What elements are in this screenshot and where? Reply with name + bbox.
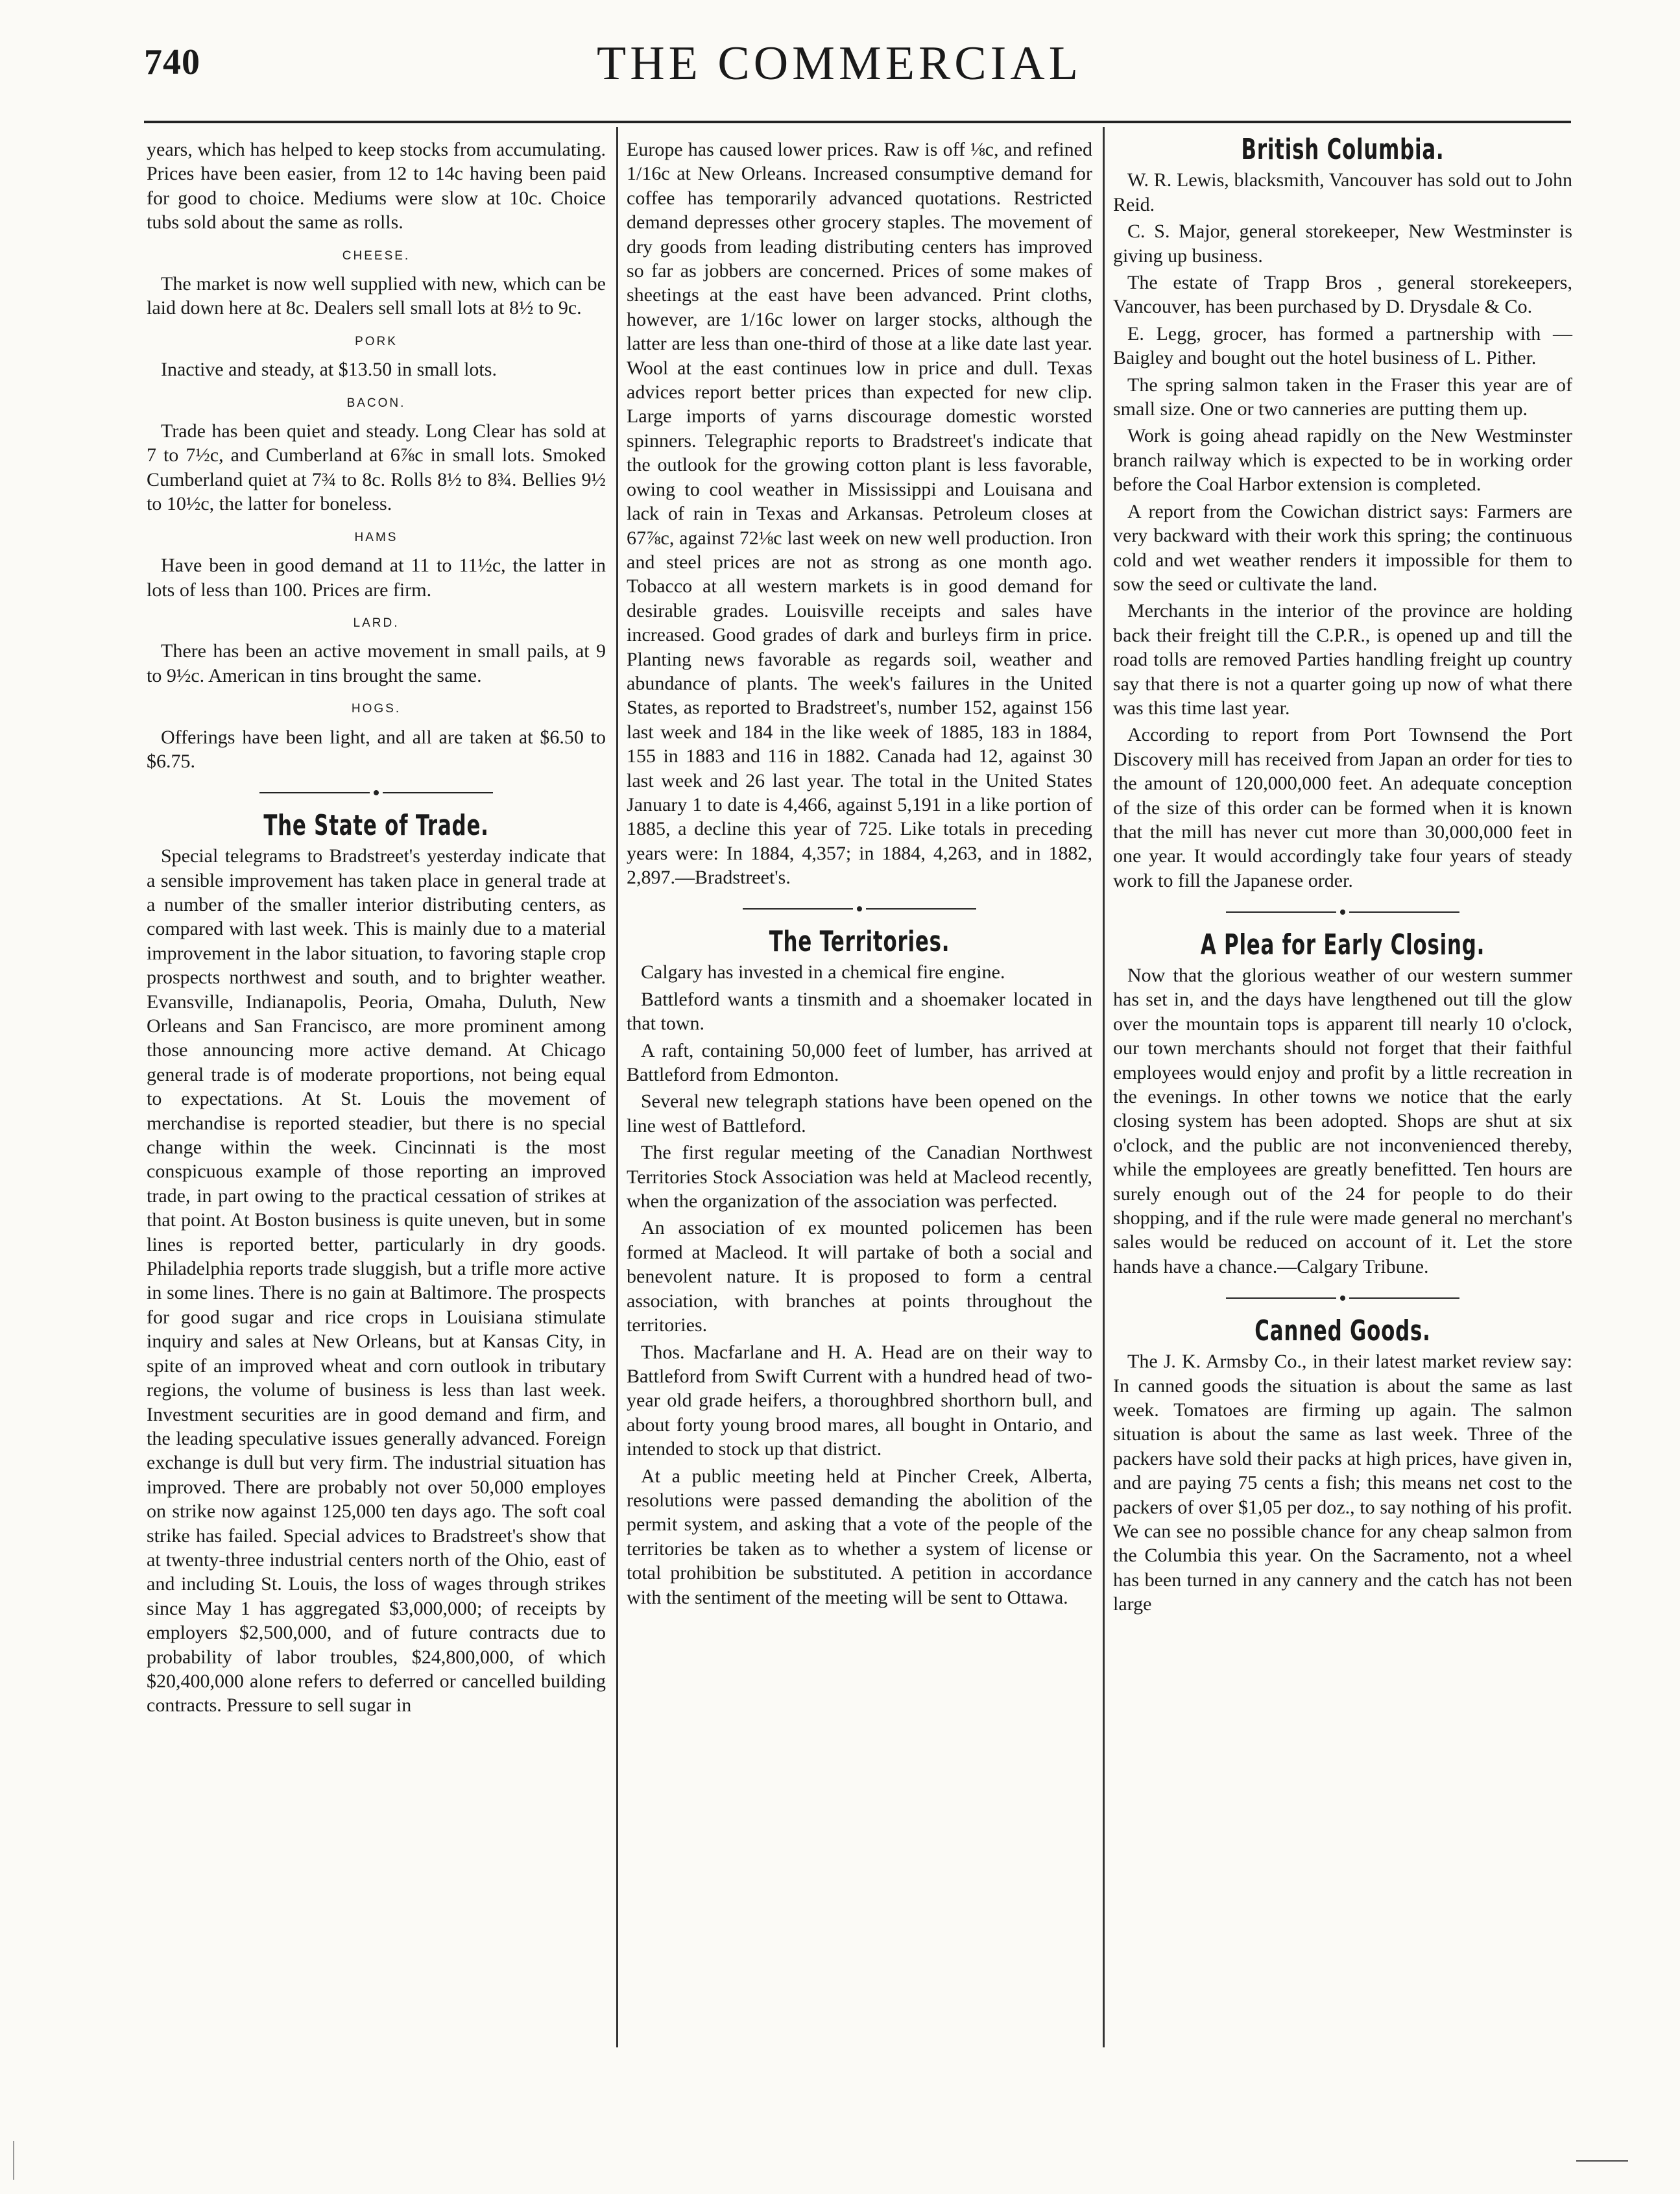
column-2 bbox=[627, 138, 1092, 1612]
state-of-trade-headline: The State of Trade. bbox=[263, 808, 489, 842]
page-header bbox=[0, 0, 1680, 130]
lard-paragraph: There has been an active movement in small pails, at 9 to 9½c. American in tins brought the same. bbox=[147, 640, 606, 686]
bc-item: The spring salmon taken in the Fraser this year are of small size. One or two canneries are putting them up. bbox=[1113, 374, 1572, 420]
canned-goods-paragraph: The J. K. Armsby Co., in their latest market review say: In canned goods the situation is about the same as last week. Tomatoes are firming up again. The salmon situation is about the same as last week. Three of the packers have sold their packs at high prices, have given in, and are paying 75 cents a fish; this means net cost to the packers of over $1,05 per doz., to say nothing of his profit. We can see no possible chance for any cheap salmon from the Columbia this year. On the Sacramento, not a wheel has been turned in any cannery and the catch has not been large bbox=[1113, 1351, 1572, 1615]
section-separator bbox=[1113, 899, 1572, 923]
hams-subhead: HAMS bbox=[354, 530, 398, 544]
footer-mark bbox=[1576, 2160, 1628, 2162]
bc-item: According to report from Port Townsend the Port Discovery mill has received from Japan an order for ties to the amount of 120,000,000 feet. An adequate conception of the size of this order can be formed when it is known that the mill has never cut more than 30,000,000 feet in one year. It would accordingly take four years of steady work to fill the Japanese order. bbox=[1113, 724, 1572, 891]
territories-item: A raft, containing 50,000 feet of lumber, has arrived at Battleford from Edmonton. bbox=[627, 1039, 1092, 1086]
margin-mark bbox=[13, 2141, 21, 2180]
bc-item: W. R. Lewis, blacksmith, Vancouver has sold out to John Reid. bbox=[1113, 169, 1572, 215]
bc-item: A report from the Cowichan district says: Farmers are very backward with their work this spring; the continuous cold and wet weather renders it impossible for them to sow the seed or cultivate the land. bbox=[1113, 500, 1572, 595]
territories-headline: The Territories. bbox=[769, 925, 950, 958]
hams-paragraph: Have been in good demand at 11 to 11½c, the latter in lots of less than 100. Prices are firm. bbox=[147, 555, 606, 601]
cheese-subhead: CHEESE. bbox=[342, 248, 411, 263]
british-columbia-headline: British Columbia. bbox=[1241, 133, 1445, 166]
bc-item: The estate of Trapp Bros , general storekeepers, Vancouver, has been purchased by D. Drysdale & Co. bbox=[1113, 272, 1572, 318]
lard-subhead: LARD. bbox=[353, 616, 400, 630]
pork-paragraph: Inactive and steady, at $13.50 in small lots. bbox=[161, 359, 497, 381]
state-of-trade-continued: Europe has caused lower prices. Raw is off ⅛c, and refined 1/16c at New Orleans. Increased consumptive demand for coffee has temporarily advanced quotations. Restricted demand depresses other grocery staples. The movement of dry goods from leading distributing centers has improved so far as jobbers are concerned. Prices of some makes of sheetings at the east have been advanced. Print cloths, however, are 1/16c lower on larger stocks, although the latter are less than one-third of those at a like date last year. Wool at the east continues low in price and dull. Texas advices report better prices than expected for new clip. Large imports of yarns discourage domestic worsted spinners. Telegraphic reports to Bradstreet's indicate that the outlook for the growing cotton plant is less favorable, owing to cool weather in Mississippi and Louisana and lack of rain in Texas and Arkansas. Petroleum closes at 67⅞c, against 72⅛c last week on new well production. Iron and steel prices are not as strong as one month ago. Tobacco at all western markets is in good demand for desirable grades. Louisville receipts and sales have increased. Good grades of dark and burleys firm in price. Planting news favorable as regards soil, weather and abundance of plants. The week's failures in the United States, as reported to Bradstreet's, number 152, against 156 last week and 184 in the like week of 1885, 183 in 1884, 155 in 1883 and 116 in 1882. Canada had 12, against 30 last week and 26 last year. The total in the United States January 1 to date is 4,466, against 5,191 in a like portion of 1885, a decline this year of 725. Like totals in preceding years were: In 1884, 4,357; in 1884, 4,263, and in 1882, 2,897.—Bradstreet's. bbox=[627, 139, 1092, 889]
bacon-paragraph: Trade has been quiet and steady. Long Clear has sold at 7 to 7½c, and Cumberland at 6⅞c in small lots. Smoked Cumberland quiet at 7¾ to 8c. Rolls 8½ to 8¾. Bellies 9½ to 10½c, the latter for boneless. bbox=[147, 420, 606, 515]
column-1 bbox=[147, 138, 606, 1720]
state-of-trade-paragraph: Special telegrams to Bradstreet's yesterday indicate that a sensible improvement has taken place in general trade at a number of the smaller interior distributing centers, as compared with last week. This is mainly due to a material improvement in the labor situation, to favoring staple crop prospects northwest and south, and to brighter weather. Evansville, Indianapolis, Peoria, Omaha, Duluth, New Orleans and San Francisco, are more prominent among those announcing more active demand. At Chicago general trade is of moderate proportions, not being equal to expectations. At St. Louis the movement of merchandise is reported steadier, but there is no special change within the week. Cincinnati is the most conspicuous example of those reporting an improved trade, in part owing to the practical cessation of strikes at that point. At Boston business is quite uneven, but in some lines is reported better, particularly in dry goods. Philadelphia reports trade sluggish, but a trifle more active in some lines. There is no gain at Baltimore. The prospects for good sugar and rice crops in Louisiana stimulate inquiry and sales at New Orleans, but at Kansas City, in spite of an improved wheat and corn outlook in tributary regions, the volume of business is less than last week. Investment securities are in good demand and firm, and the leading speculative issues generally advanced. Foreign exchange is dull but very firm. The industrial situation has improved. There are probably not over 50,000 employes on strike now against 125,000 ten days ago. The soft coal strike has failed. Special advices to Bradstreet's show that at twenty-three industrial centers north of the Ohio, east of and including St. Louis, the loss of wages through strikes since May 1 has aggregated $3,000,000; of receipts by employers $2,500,000, and of future contracts due to probability of labor troubles, $24,800,000, of which $20,400,000 alone refers to deferred or cancelled building contracts. Pressure to sell sugar in bbox=[147, 845, 606, 1717]
pork-subhead: PORK bbox=[355, 334, 398, 348]
page-number: 740 bbox=[144, 42, 200, 82]
header-rule bbox=[144, 121, 1571, 123]
hogs-subhead: HOGS. bbox=[351, 702, 402, 716]
bacon-subhead: BACON. bbox=[346, 396, 406, 410]
canned-goods-headline: Canned Goods. bbox=[1254, 1314, 1431, 1347]
territories-item: Several new telegraph stations have been opened on the line west of Battleford. bbox=[627, 1091, 1092, 1137]
territories-item: Battleford wants a tinsmith and a shoemaker located in that town. bbox=[627, 988, 1092, 1035]
territories-item: At a public meeting held at Pincher Creek, Alberta, resolutions were passed demanding the abolition of the permit system, and asking that a vote of the people of the territories be taken as to whether a system of license or total prohibition be substituted. A petition in accordance with the sentiment of the meeting will be sent to Ottawa. bbox=[627, 1465, 1092, 1608]
column-divider-1 bbox=[616, 127, 618, 2047]
column-3 bbox=[1113, 133, 1572, 1619]
early-closing-paragraph: Now that the glorious weather of our western summer has set in, and the days have lengthened out till the glow over the mountain tops is apparent till nearly 10 o'clock, our town merchants should not forget that their faithful employees would enjoy and profit by a little recreation in the evenings. In other towns we notice that the early closing system has been adopted. Shops are shut at six o'clock, and the public are not inconvenienced thereby, while the employees are greatly benefitted. Ten hours are surely enough out of the 24 for people to do their shopping, and if the rule were made general no merchant's sales would be reduced on account of it. Let the store hands have a chance.—Calgary Tribune. bbox=[1113, 965, 1572, 1277]
territories-item: An association of ex mounted policemen has been formed at Macleod. It will partake of both a social and benevolent nature. It is proposed to form a central association, with branches at points throughout the territories. bbox=[627, 1217, 1092, 1336]
section-separator bbox=[627, 897, 1092, 921]
bc-item: Work is going ahead rapidly on the New Westminster branch railway which is expected to be in working order before the Coal Harbor extension is completed. bbox=[1113, 425, 1572, 496]
bc-item: Merchants in the interior of the province are holding back their freight till the C.P.R., is opened up and till the road tolls are removed Parties handling freight up country say that there is not a quarter going up now of what there was this time last year. bbox=[1113, 600, 1572, 719]
section-separator bbox=[147, 780, 606, 804]
journal-title: THE COMMERCIAL bbox=[597, 37, 1082, 90]
cheese-paragraph: The market is now well supplied with new, which can be laid down here at 8c. Dealers sell small lots at 8½ to 9c. bbox=[147, 273, 606, 319]
territories-item: Calgary has invested in a chemical fire engine. bbox=[641, 961, 1005, 983]
column-divider-2 bbox=[1103, 127, 1105, 2047]
section-separator bbox=[1113, 1285, 1572, 1309]
hogs-paragraph: Offerings have been light, and all are taken at $6.50 to $6.75. bbox=[147, 726, 606, 772]
early-closing-headline: A Plea for Early Closing. bbox=[1200, 928, 1485, 961]
bc-item: E. Legg, grocer, has formed a partnership with — Baigley and bought out the hotel business of L. Pither. bbox=[1113, 322, 1572, 369]
bc-item: C. S. Major, general storekeeper, New Westminster is giving up business. bbox=[1113, 221, 1572, 267]
butter-paragraph: years, which has helped to keep stocks from accumulating. Prices have been easier, from 12 to 14c having been paid for good to choice. Mediums were slow at 10c. Choice tubs sold about the same as rolls. bbox=[147, 139, 606, 234]
territories-item: The first regular meeting of the Canadian Northwest Territories Stock Association was held at Macleod recently, when the organization of the association was perfected. bbox=[627, 1142, 1092, 1212]
territories-item: Thos. Macfarlane and H. A. Head are on their way to Battleford from Swift Current with a hundred head of two-year old grade heifers, a thoroughbred shorthorn bull, and about forty young brood mares, all bought in Ontario, and intended to stock up that district. bbox=[627, 1341, 1092, 1460]
